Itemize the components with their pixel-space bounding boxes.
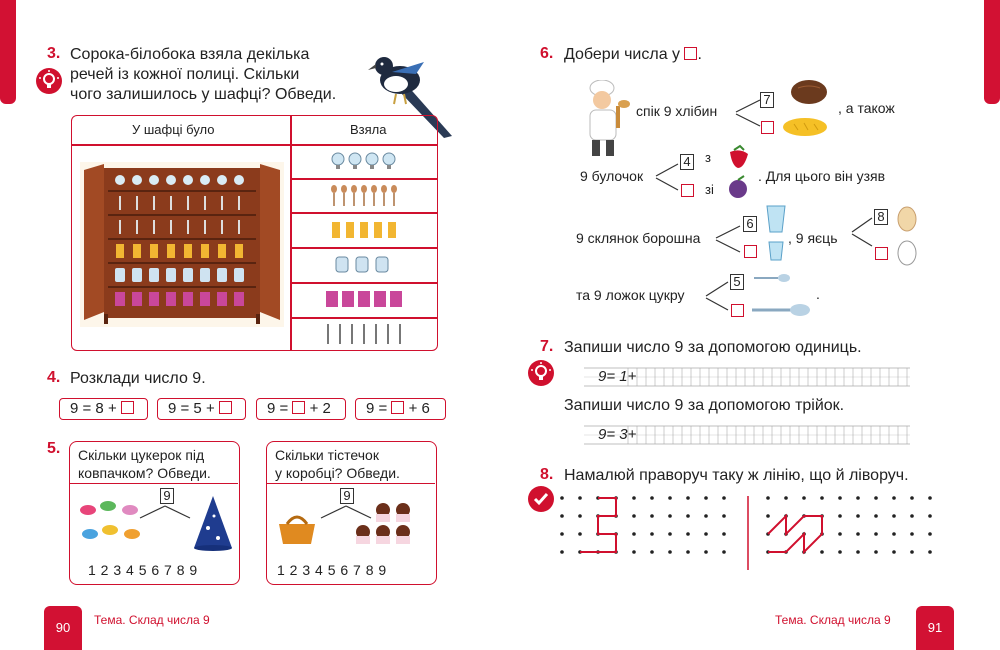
branch-arrows-icon (714, 222, 744, 258)
given-number: 5 (730, 274, 744, 290)
answer-box[interactable] (744, 245, 757, 258)
task3-number: 3. (47, 45, 61, 62)
with-text: з (705, 150, 711, 165)
left-edge-tab (0, 0, 16, 104)
panel-question (78, 446, 211, 482)
cans-taken-icon (334, 254, 394, 276)
cabinet-illustration (80, 162, 284, 327)
task5-number: 5. (47, 440, 61, 457)
given-number: 7 (760, 92, 774, 108)
page-number-left: 90 (44, 606, 82, 650)
boxes-taken-icon (324, 288, 404, 310)
task7-line2: Запиши число 9 за допомогою трійок. (564, 397, 845, 414)
question-line: Скільки тістечок (275, 447, 379, 463)
table-row-divider (290, 317, 437, 319)
task3-line: чого залишилось у шафці? Обведи. (70, 86, 337, 103)
task3-line: Сорока-білобока взяла декілька (70, 46, 310, 63)
panel-question (275, 446, 400, 482)
sugar-dot: . (816, 286, 820, 302)
task4-text: Розклади число 9. (70, 370, 206, 387)
task6-number: 6. (540, 45, 554, 62)
table-column-divider (290, 116, 292, 350)
plum-icon (726, 174, 752, 200)
question-line: Скільки цукерок під (78, 447, 205, 463)
sugar-text: та 9 ложок цукру (576, 287, 685, 303)
baker-text: спік 9 хлібин (636, 103, 718, 119)
strip-prefix: 9= 3+ (598, 426, 637, 443)
branch-arrows-icon (654, 160, 682, 196)
answer-box[interactable] (391, 401, 404, 414)
task8-text: Намалюй праворуч таку ж лінію, що й ліворуч. (564, 467, 909, 484)
question-line: у коробці? Обведи. (275, 465, 400, 481)
dot-grids[interactable] (556, 492, 946, 572)
equation-right: + 6 (404, 400, 430, 417)
wizard-hat-icon (192, 494, 234, 552)
cakes-icon (347, 502, 419, 554)
equation-left: 9 = 5 + (168, 400, 219, 417)
candies-panel (69, 441, 240, 585)
candies-icon (76, 496, 148, 552)
also-text: , а також (838, 100, 895, 116)
strip-prefix: 9= 1+ (598, 368, 637, 385)
topic-footer-right: Тема. Склад числа 9 (775, 613, 891, 627)
checkmark-icon (528, 486, 554, 512)
teaspoon-icon (752, 270, 792, 286)
answer-box[interactable] (219, 401, 232, 414)
total-number: 9 (340, 488, 354, 504)
topic-footer-left: Тема. Склад числа 9 (94, 613, 210, 627)
forks-taken-icon (324, 322, 410, 346)
page-number-right: 91 (916, 606, 954, 650)
right-edge-tab (984, 0, 1000, 104)
bread-loaf-icon (790, 78, 828, 106)
question-line: ковпачком? Обведи. (78, 465, 211, 481)
egg-icon (896, 238, 918, 266)
cakes-panel (266, 441, 437, 585)
equation-box (256, 398, 346, 420)
table-header-divider (72, 144, 437, 146)
task8-number: 8. (540, 466, 554, 483)
cake-box-icon (273, 508, 321, 548)
task6-text: Добери числа у . (564, 46, 702, 63)
branch-arrows-icon (704, 278, 732, 314)
table-row-divider (290, 282, 437, 284)
eggs-text: , 9 яєць (788, 230, 838, 246)
jars-taken-icon (330, 219, 400, 241)
bulbs-taken-icon (330, 150, 400, 174)
given-number: 8 (874, 209, 888, 225)
tablespoon-icon (750, 300, 812, 320)
answer-box[interactable] (731, 304, 744, 317)
took-text: . Для цього він узяв (758, 168, 886, 184)
total-number: 9 (160, 488, 174, 504)
digit-row[interactable]: 1 2 3 4 5 6 7 8 9 (277, 562, 387, 578)
equation-right: + 2 (305, 400, 331, 417)
answer-box[interactable] (761, 121, 774, 134)
answer-box[interactable] (681, 184, 694, 197)
task7-line1: Запиши число 9 за допомогою одиниць. (564, 339, 862, 356)
answer-box[interactable] (121, 401, 134, 414)
table-row-divider (290, 178, 437, 180)
given-number: 4 (680, 154, 694, 170)
glass-icon (764, 204, 788, 234)
table-row-divider (290, 247, 437, 249)
task3-line: речей із кожної полиці. Скільки (70, 66, 300, 83)
equation-left: 9 = (267, 400, 293, 417)
table-row-divider (290, 212, 437, 214)
equation-left: 9 = (366, 400, 392, 417)
table-header-took: Взяла (350, 122, 387, 137)
baguette-icon (782, 116, 828, 138)
lightbulb-icon (528, 360, 554, 386)
equation-box (59, 398, 148, 420)
buns-text: 9 булочок (580, 168, 644, 184)
task3-text (70, 45, 336, 105)
lightbulb-icon (36, 68, 62, 94)
baker-icon (580, 80, 634, 160)
task6-instruction: Добери числа у (564, 46, 681, 63)
digit-row[interactable]: 1 2 3 4 5 6 7 8 9 (88, 562, 198, 578)
with-text: зі (705, 182, 714, 197)
equation-box (355, 398, 446, 420)
egg-icon (896, 204, 918, 232)
shelf-table (71, 115, 438, 351)
answer-box[interactable] (875, 247, 888, 260)
branch-arrows-icon (850, 214, 876, 250)
box-symbol (684, 47, 697, 60)
equation-box (157, 398, 246, 420)
task4-number: 4. (47, 369, 61, 386)
strawberry-icon (722, 144, 756, 170)
task7-number: 7. (540, 338, 554, 355)
spoons-taken-icon (330, 184, 410, 208)
given-number: 6 (743, 216, 757, 232)
answer-box[interactable] (292, 401, 305, 414)
small-glass-icon (766, 240, 786, 262)
equation-left: 9 = 8 + (70, 400, 121, 417)
flour-text: 9 склянок борошна (576, 230, 701, 246)
table-header-had: У шафці було (132, 122, 215, 137)
